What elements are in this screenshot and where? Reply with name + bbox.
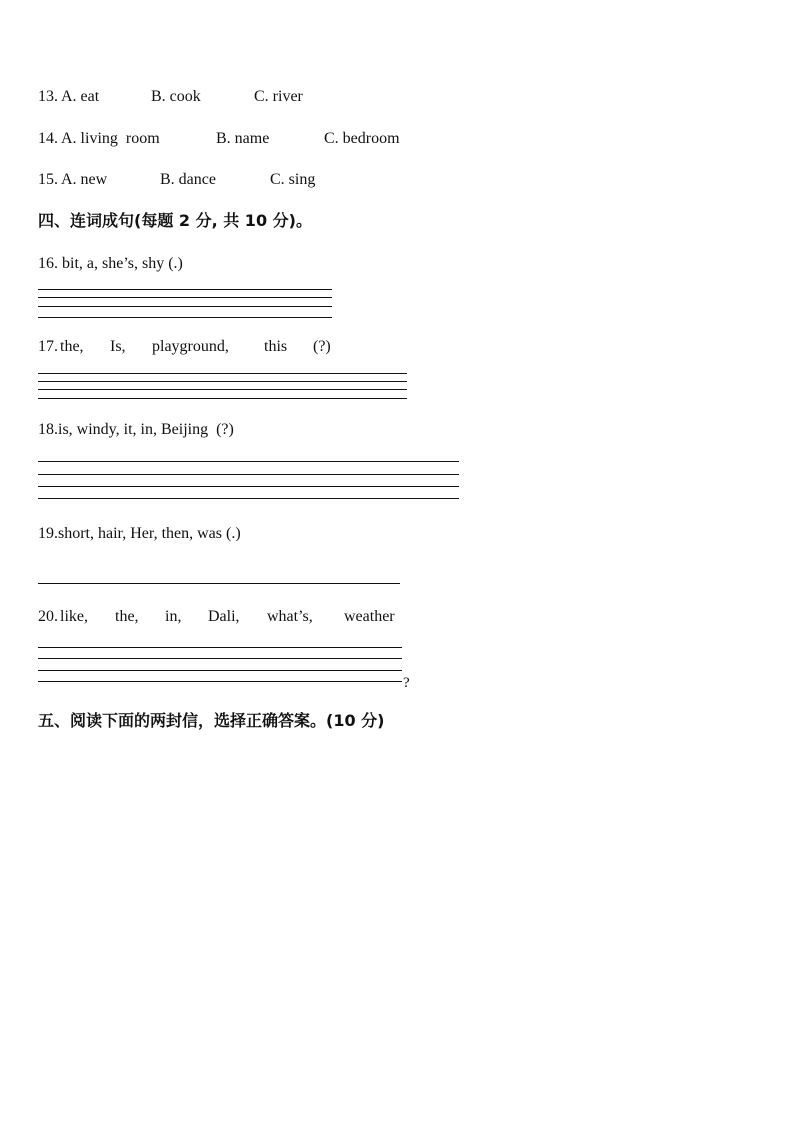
answer-line bbox=[38, 373, 407, 374]
answer-line bbox=[38, 486, 459, 487]
answer-line bbox=[38, 658, 402, 659]
q17-word: Is, bbox=[110, 338, 126, 355]
q15-number: 15. bbox=[38, 171, 58, 188]
answer-line bbox=[38, 647, 402, 648]
q17-word: this bbox=[264, 338, 288, 355]
question-18-prompt: 18.is, windy, it, in, Beijing (?) bbox=[38, 421, 234, 438]
q20-end-mark: ? bbox=[403, 675, 410, 691]
q17-word: the, bbox=[60, 338, 84, 355]
q13-option-a: A. eat bbox=[61, 88, 100, 105]
q20-word: in, bbox=[165, 608, 182, 625]
answer-line bbox=[38, 474, 459, 475]
q15-option-b: B. dance bbox=[160, 171, 216, 188]
section-5-title: 五、阅读下面的两封信，选择正确答案。(10 分) bbox=[38, 711, 385, 730]
q14-option-b: B. name bbox=[216, 130, 270, 147]
answer-line bbox=[38, 289, 332, 290]
answer-line bbox=[38, 306, 332, 307]
q13-number: 13. bbox=[38, 88, 58, 105]
q20-word: Dali, bbox=[208, 608, 240, 625]
q20-word: weather bbox=[344, 608, 395, 625]
answer-line bbox=[38, 389, 407, 390]
answer-line bbox=[38, 461, 459, 462]
answer-line bbox=[38, 583, 400, 584]
q15-option-c: C. sing bbox=[270, 171, 316, 188]
q14-option-a: A. living room bbox=[61, 130, 160, 147]
q20-number: 20. bbox=[38, 608, 58, 625]
answer-line bbox=[38, 681, 402, 682]
q20-word: like, bbox=[60, 608, 88, 625]
q14-option-c: C. bedroom bbox=[324, 130, 400, 147]
question-16-prompt: 16. bit, a, she’s, shy (.) bbox=[38, 255, 183, 272]
answer-line bbox=[38, 297, 332, 298]
q15-option-a: A. new bbox=[61, 171, 108, 188]
q20-word: what’s, bbox=[267, 608, 313, 625]
answer-line bbox=[38, 317, 332, 318]
q17-word: (?) bbox=[313, 338, 331, 355]
q17-word: playground, bbox=[152, 338, 229, 355]
q14-number: 14. bbox=[38, 130, 58, 147]
answer-line bbox=[38, 498, 459, 499]
question-19-prompt: 19.short, hair, Her, then, was (.) bbox=[38, 525, 241, 542]
q13-option-c: C. river bbox=[254, 88, 303, 105]
answer-line bbox=[38, 381, 407, 382]
section-4-title: 四、连词成句(每题 2 分, 共 10 分)。 bbox=[38, 211, 312, 230]
q17-number: 17. bbox=[38, 338, 58, 355]
q20-word: the, bbox=[115, 608, 139, 625]
answer-line bbox=[38, 670, 402, 671]
answer-line bbox=[38, 398, 407, 399]
q13-option-b: B. cook bbox=[151, 88, 201, 105]
